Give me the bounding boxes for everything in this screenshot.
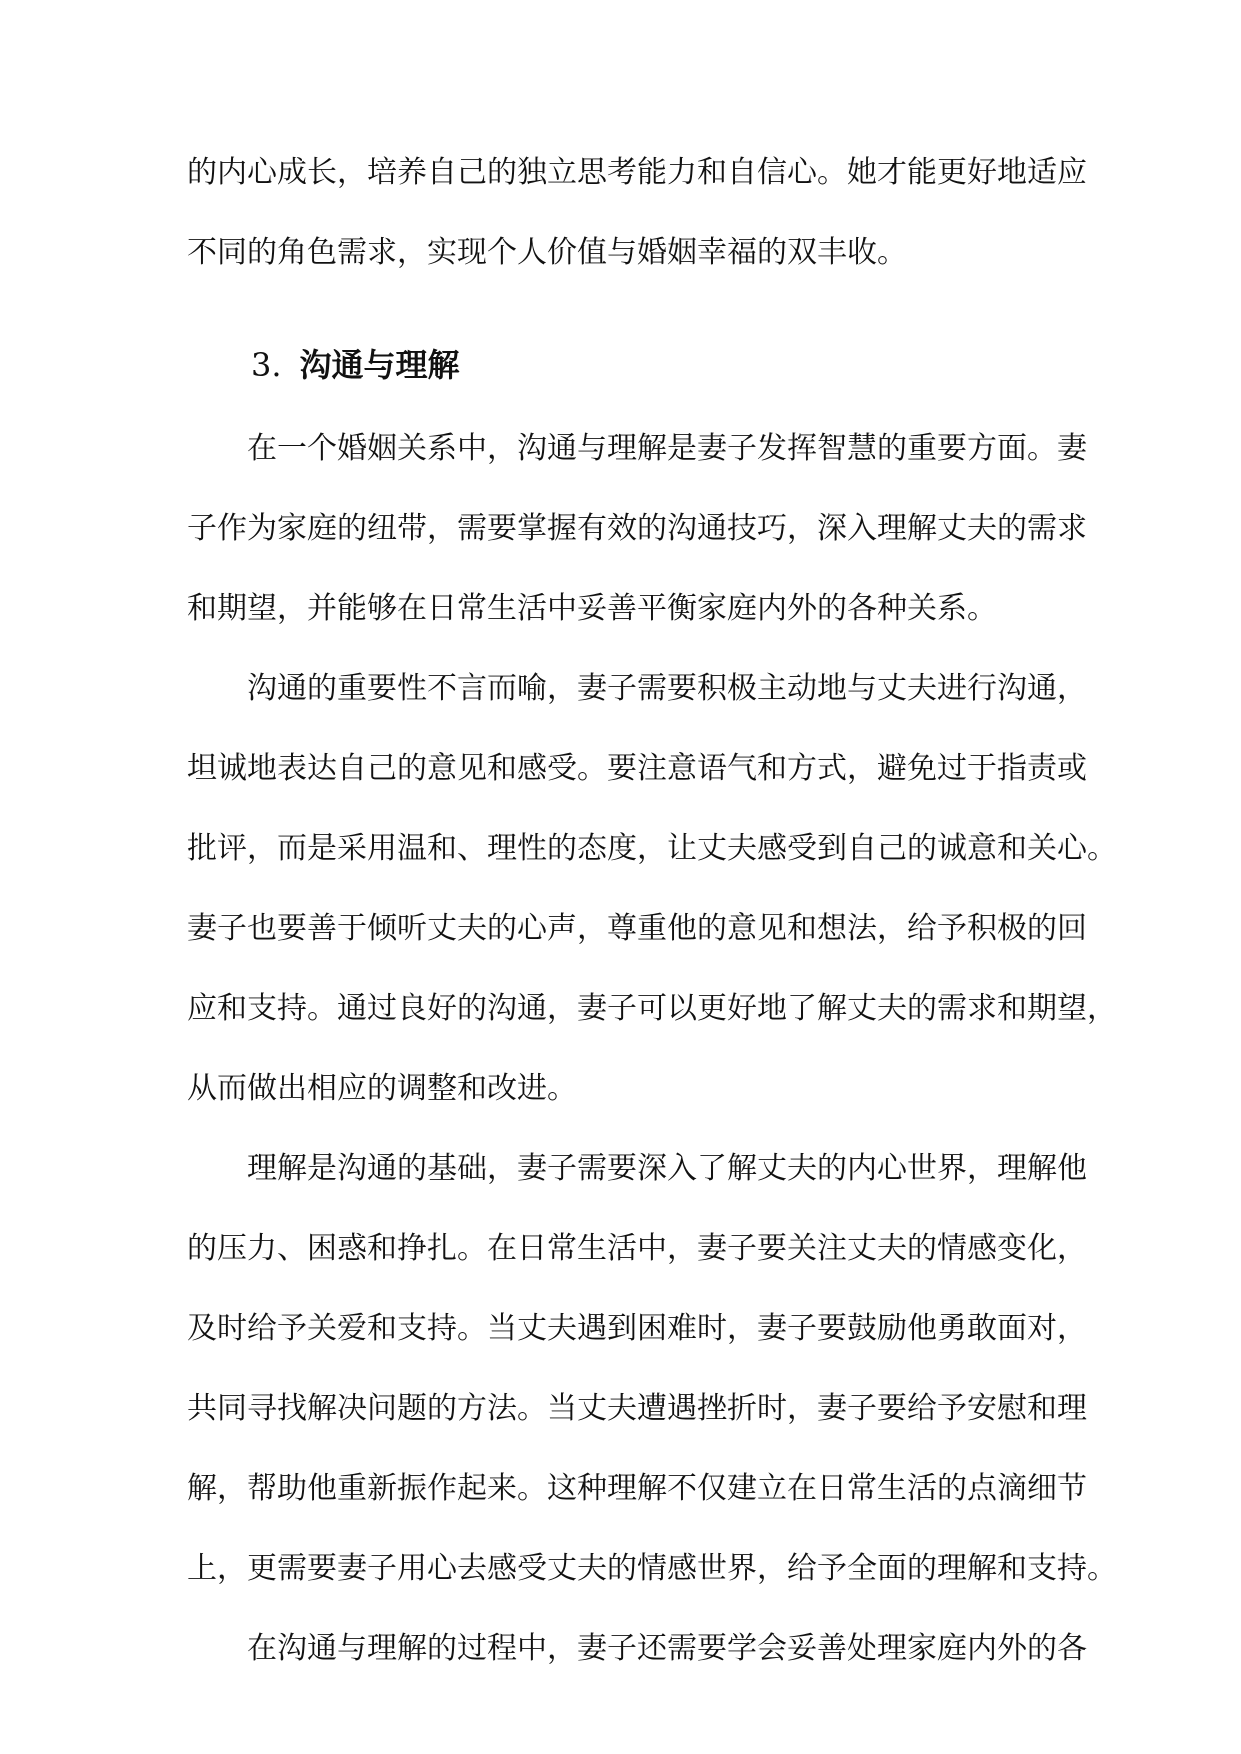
text-line: 上，更需要妻子用心去感受丈夫的情感世界，给予全面的理解和支持。 <box>187 1551 1117 1586</box>
text-line: 的内心成长，培养自己的独立思考能力和自信心。她才能更好地适应 <box>187 155 1087 190</box>
paragraph <box>187 1617 1087 1697</box>
intro-paragraph <box>187 141 1087 301</box>
text-line: 从而做出相应的调整和改进。 <box>187 1071 577 1106</box>
text-line: 应和支持。通过良好的沟通，妻子可以更好地了解丈夫的需求和期望， <box>187 991 1117 1026</box>
text-line: 不同的角色需求，实现个人价值与婚姻幸福的双丰收。 <box>187 235 907 270</box>
text-line: 的压力、困惑和挣扎。在日常生活中，妻子要关注丈夫的情感变化， <box>187 1231 1087 1266</box>
text-line: 共同寻找解决问题的方法。当丈夫遭遇挫折时，妻子要给予安慰和理 <box>187 1391 1087 1426</box>
section-number: 3. <box>251 346 282 384</box>
text-line: 坦诚地表达自己的意见和感受。要注意语气和方式，避免过于指责或 <box>187 751 1087 786</box>
text-line: 妻子也要善于倾听丈夫的心声，尊重他的意见和想法，给予积极的回 <box>187 911 1087 946</box>
text-line: 及时给予关爱和支持。当丈夫遇到困难时，妻子要鼓励他勇敢面对， <box>187 1311 1087 1346</box>
section-title: 沟通与理解 <box>299 346 460 384</box>
paragraph <box>187 417 1087 657</box>
text-line: 解，帮助他重新振作起来。这种理解不仅建立在日常生活的点滴细节 <box>187 1471 1087 1506</box>
paragraph <box>187 1137 1117 1617</box>
text-line: 在沟通与理解的过程中，妻子还需要学会妥善处理家庭内外的各 <box>247 1631 1087 1666</box>
text-line: 子作为家庭的纽带，需要掌握有效的沟通技巧，深入理解丈夫的需求 <box>187 511 1087 546</box>
text-line: 批评，而是采用温和、理性的态度，让丈夫感受到自己的诚意和关心。 <box>187 831 1117 866</box>
text-line: 和期望，并能够在日常生活中妥善平衡家庭内外的各种关系。 <box>187 591 997 626</box>
section-heading <box>187 333 1057 417</box>
text-line: 在一个婚姻关系中，沟通与理解是妻子发挥智慧的重要方面。妻 <box>247 431 1087 466</box>
page-content <box>187 141 1117 1697</box>
text-line: 理解是沟通的基础，妻子需要深入了解丈夫的内心世界，理解他 <box>247 1151 1087 1186</box>
text-line: 沟通的重要性不言而喻，妻子需要积极主动地与丈夫进行沟通， <box>247 671 1087 706</box>
paragraph <box>187 657 1117 1137</box>
